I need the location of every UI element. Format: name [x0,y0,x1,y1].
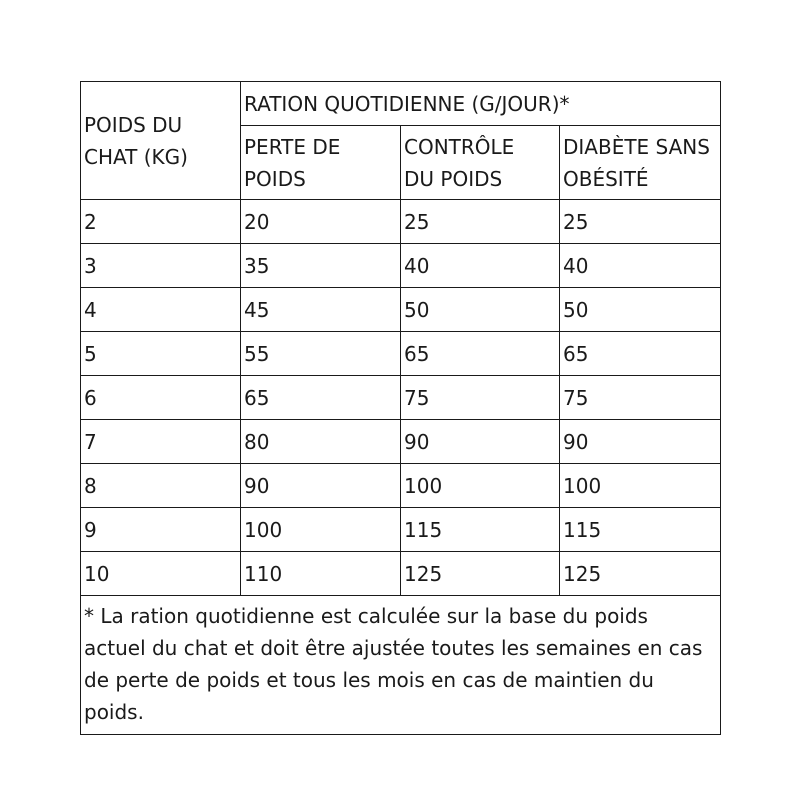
cell-weight: 3 [81,244,241,288]
cell-diabetes: 115 [560,508,721,552]
cell-weight-loss: 80 [241,420,401,464]
table-row [81,288,721,332]
cell-weight: 8 [81,464,241,508]
cell-weight: 7 [81,420,241,464]
cell-diabetes: 40 [560,244,721,288]
header-col-line1: DIABÈTE SANS [563,134,710,159]
header-weight [81,82,241,200]
ration-table-container [80,81,720,735]
cell-weight-control: 25 [401,200,560,244]
header-row-group [81,82,721,126]
header-col-weight-loss [241,126,401,200]
cell-weight-control: 50 [401,288,560,332]
cell-weight-control: 100 [401,464,560,508]
cell-weight-control: 115 [401,508,560,552]
cell-weight-control: 90 [401,420,560,464]
table-row [81,200,721,244]
cell-weight-control: 40 [401,244,560,288]
footnote: * La ration quotidienne est calculée sur la base du poids actuel du chat et doit être ajustée toutes les semaines en cas de perte de poids et tous les mois en cas de maintien du poids. [81,596,721,735]
header-weight-line1: POIDS DU [84,112,183,137]
header-ration-group: RATION QUOTIDIENNE (G/JOUR)* [241,82,721,126]
header-col-line1: PERTE DE [244,134,341,159]
table-row [81,244,721,288]
table-row [81,420,721,464]
cell-weight-control: 65 [401,332,560,376]
table-row [81,376,721,420]
header-col-diabetes [560,126,721,200]
table-row [81,464,721,508]
header-col-line2: POIDS [244,166,306,191]
header-col-line2: DU POIDS [404,166,503,191]
header-col-weight-control [401,126,560,200]
cell-weight-loss: 90 [241,464,401,508]
table-row [81,552,721,596]
table-row [81,332,721,376]
cell-weight: 5 [81,332,241,376]
cell-diabetes: 75 [560,376,721,420]
cell-weight-control: 125 [401,552,560,596]
cell-weight: 6 [81,376,241,420]
cell-diabetes: 25 [560,200,721,244]
cell-diabetes: 125 [560,552,721,596]
header-weight-line2: CHAT (KG) [84,144,188,169]
cell-diabetes: 90 [560,420,721,464]
cell-weight-control: 75 [401,376,560,420]
cell-weight-loss: 65 [241,376,401,420]
cell-weight: 2 [81,200,241,244]
cell-weight-loss: 20 [241,200,401,244]
header-col-line1: CONTRÔLE [404,134,515,159]
cell-weight-loss: 110 [241,552,401,596]
cell-diabetes: 100 [560,464,721,508]
footnote-row [81,596,721,735]
cell-weight-loss: 45 [241,288,401,332]
header-col-line2: OBÉSITÉ [563,166,649,191]
cell-weight: 10 [81,552,241,596]
cell-weight: 9 [81,508,241,552]
cell-weight-loss: 55 [241,332,401,376]
cell-diabetes: 65 [560,332,721,376]
cell-weight-loss: 35 [241,244,401,288]
cell-weight: 4 [81,288,241,332]
table-row [81,508,721,552]
ration-table [80,81,721,735]
cell-diabetes: 50 [560,288,721,332]
cell-weight-loss: 100 [241,508,401,552]
